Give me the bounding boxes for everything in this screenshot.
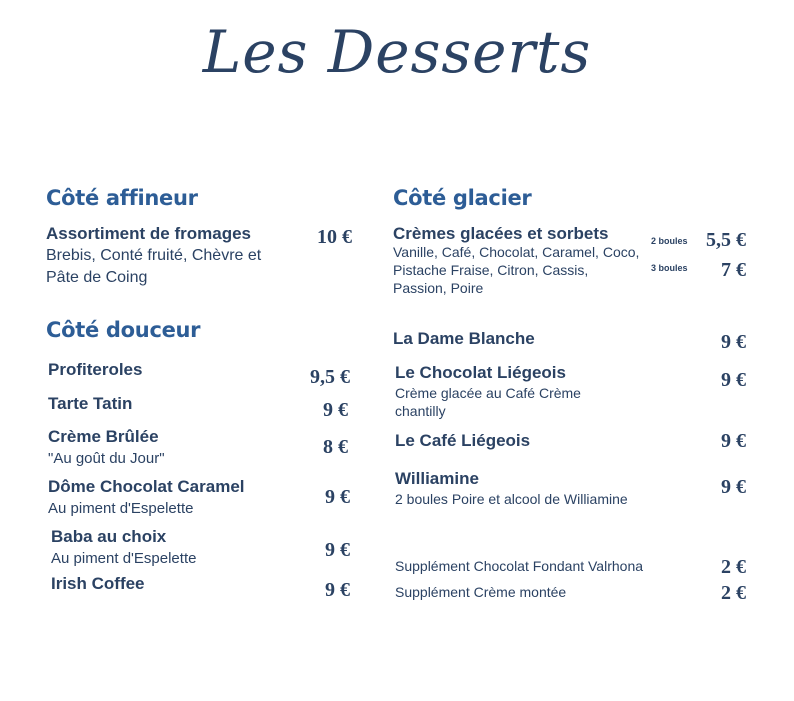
item-price-creme-brulee: 8 € <box>323 436 348 458</box>
item-name-dame-blanche: La Dame Blanche <box>393 329 535 348</box>
option-price-3-boules: 7 € <box>721 259 746 281</box>
item-price-chocolat-liegeois: 9 € <box>721 369 746 391</box>
item-name-williamine: Williamine <box>395 469 479 488</box>
menu-title: Les Desserts <box>202 18 592 86</box>
item-name-irish-coffee: Irish Coffee <box>51 574 145 593</box>
item-name-cafe-liegeois: Le Café Liégeois <box>395 431 531 450</box>
section-heading-douceur: Côté douceur <box>46 318 201 342</box>
option-label-3-boules: 3 boules <box>651 263 688 273</box>
option-price-2-boules: 5,5 € <box>706 229 746 251</box>
item-desc-creme-brulee: "Au goût du Jour" <box>48 450 165 467</box>
item-desc-chocolat-liegeois: Crème glacée au Café Crème chantilly <box>395 385 581 419</box>
item-desc-williamine: 2 boules Poire et alcool de Williamine <box>395 491 628 507</box>
item-name-profiteroles: Profiteroles <box>48 360 143 379</box>
section-heading-affineur: Côté affineur <box>46 186 198 210</box>
item-price-fromages: 10 € <box>317 226 352 248</box>
item-name-tarte-tatin: Tarte Tatin <box>48 394 133 413</box>
item-name-baba: Baba au choix <box>51 527 167 546</box>
item-price-irish-coffee: 9 € <box>325 579 350 601</box>
section-heading-glacier: Côté glacier <box>393 186 532 210</box>
item-price-profiteroles: 9,5 € <box>310 366 350 388</box>
item-name-dome-chocolat: Dôme Chocolat Caramel <box>48 477 245 496</box>
item-price-dome-chocolat: 9 € <box>325 486 350 508</box>
item-desc-dome-chocolat: Au piment d'Espelette <box>48 500 194 517</box>
item-desc-baba: Au piment d'Espelette <box>51 550 197 567</box>
supplement-name-creme: Supplément Crème montée <box>395 584 567 600</box>
item-price-williamine: 9 € <box>721 476 746 498</box>
supplement-price-creme: 2 € <box>721 582 746 604</box>
supplement-name-chocolat: Supplément Chocolat Fondant Valrhona <box>395 558 644 574</box>
item-price-tarte-tatin: 9 € <box>323 399 348 421</box>
item-name-creme-brulee: Crème Brûlée <box>48 427 159 446</box>
supplement-price-chocolat: 2 € <box>721 556 746 578</box>
item-name-cremes-glacees: Crèmes glacées et sorbets <box>393 224 609 243</box>
item-price-dame-blanche: 9 € <box>721 331 746 353</box>
option-label-2-boules: 2 boules <box>651 236 688 246</box>
item-desc-cremes-glacees: Vanille, Café, Chocolat, Caramel, Coco, Pistache Fraise, Citron, Cassis, Passion, Poire <box>393 244 640 296</box>
item-price-baba: 9 € <box>325 539 350 561</box>
item-name-fromages: Assortiment de fromages <box>46 224 251 243</box>
item-name-chocolat-liegeois: Le Chocolat Liégeois <box>395 363 566 382</box>
item-price-cafe-liegeois: 9 € <box>721 430 746 452</box>
item-desc-fromages: Brebis, Conté fruité, Chèvre et Pâte de Coing <box>46 247 262 286</box>
